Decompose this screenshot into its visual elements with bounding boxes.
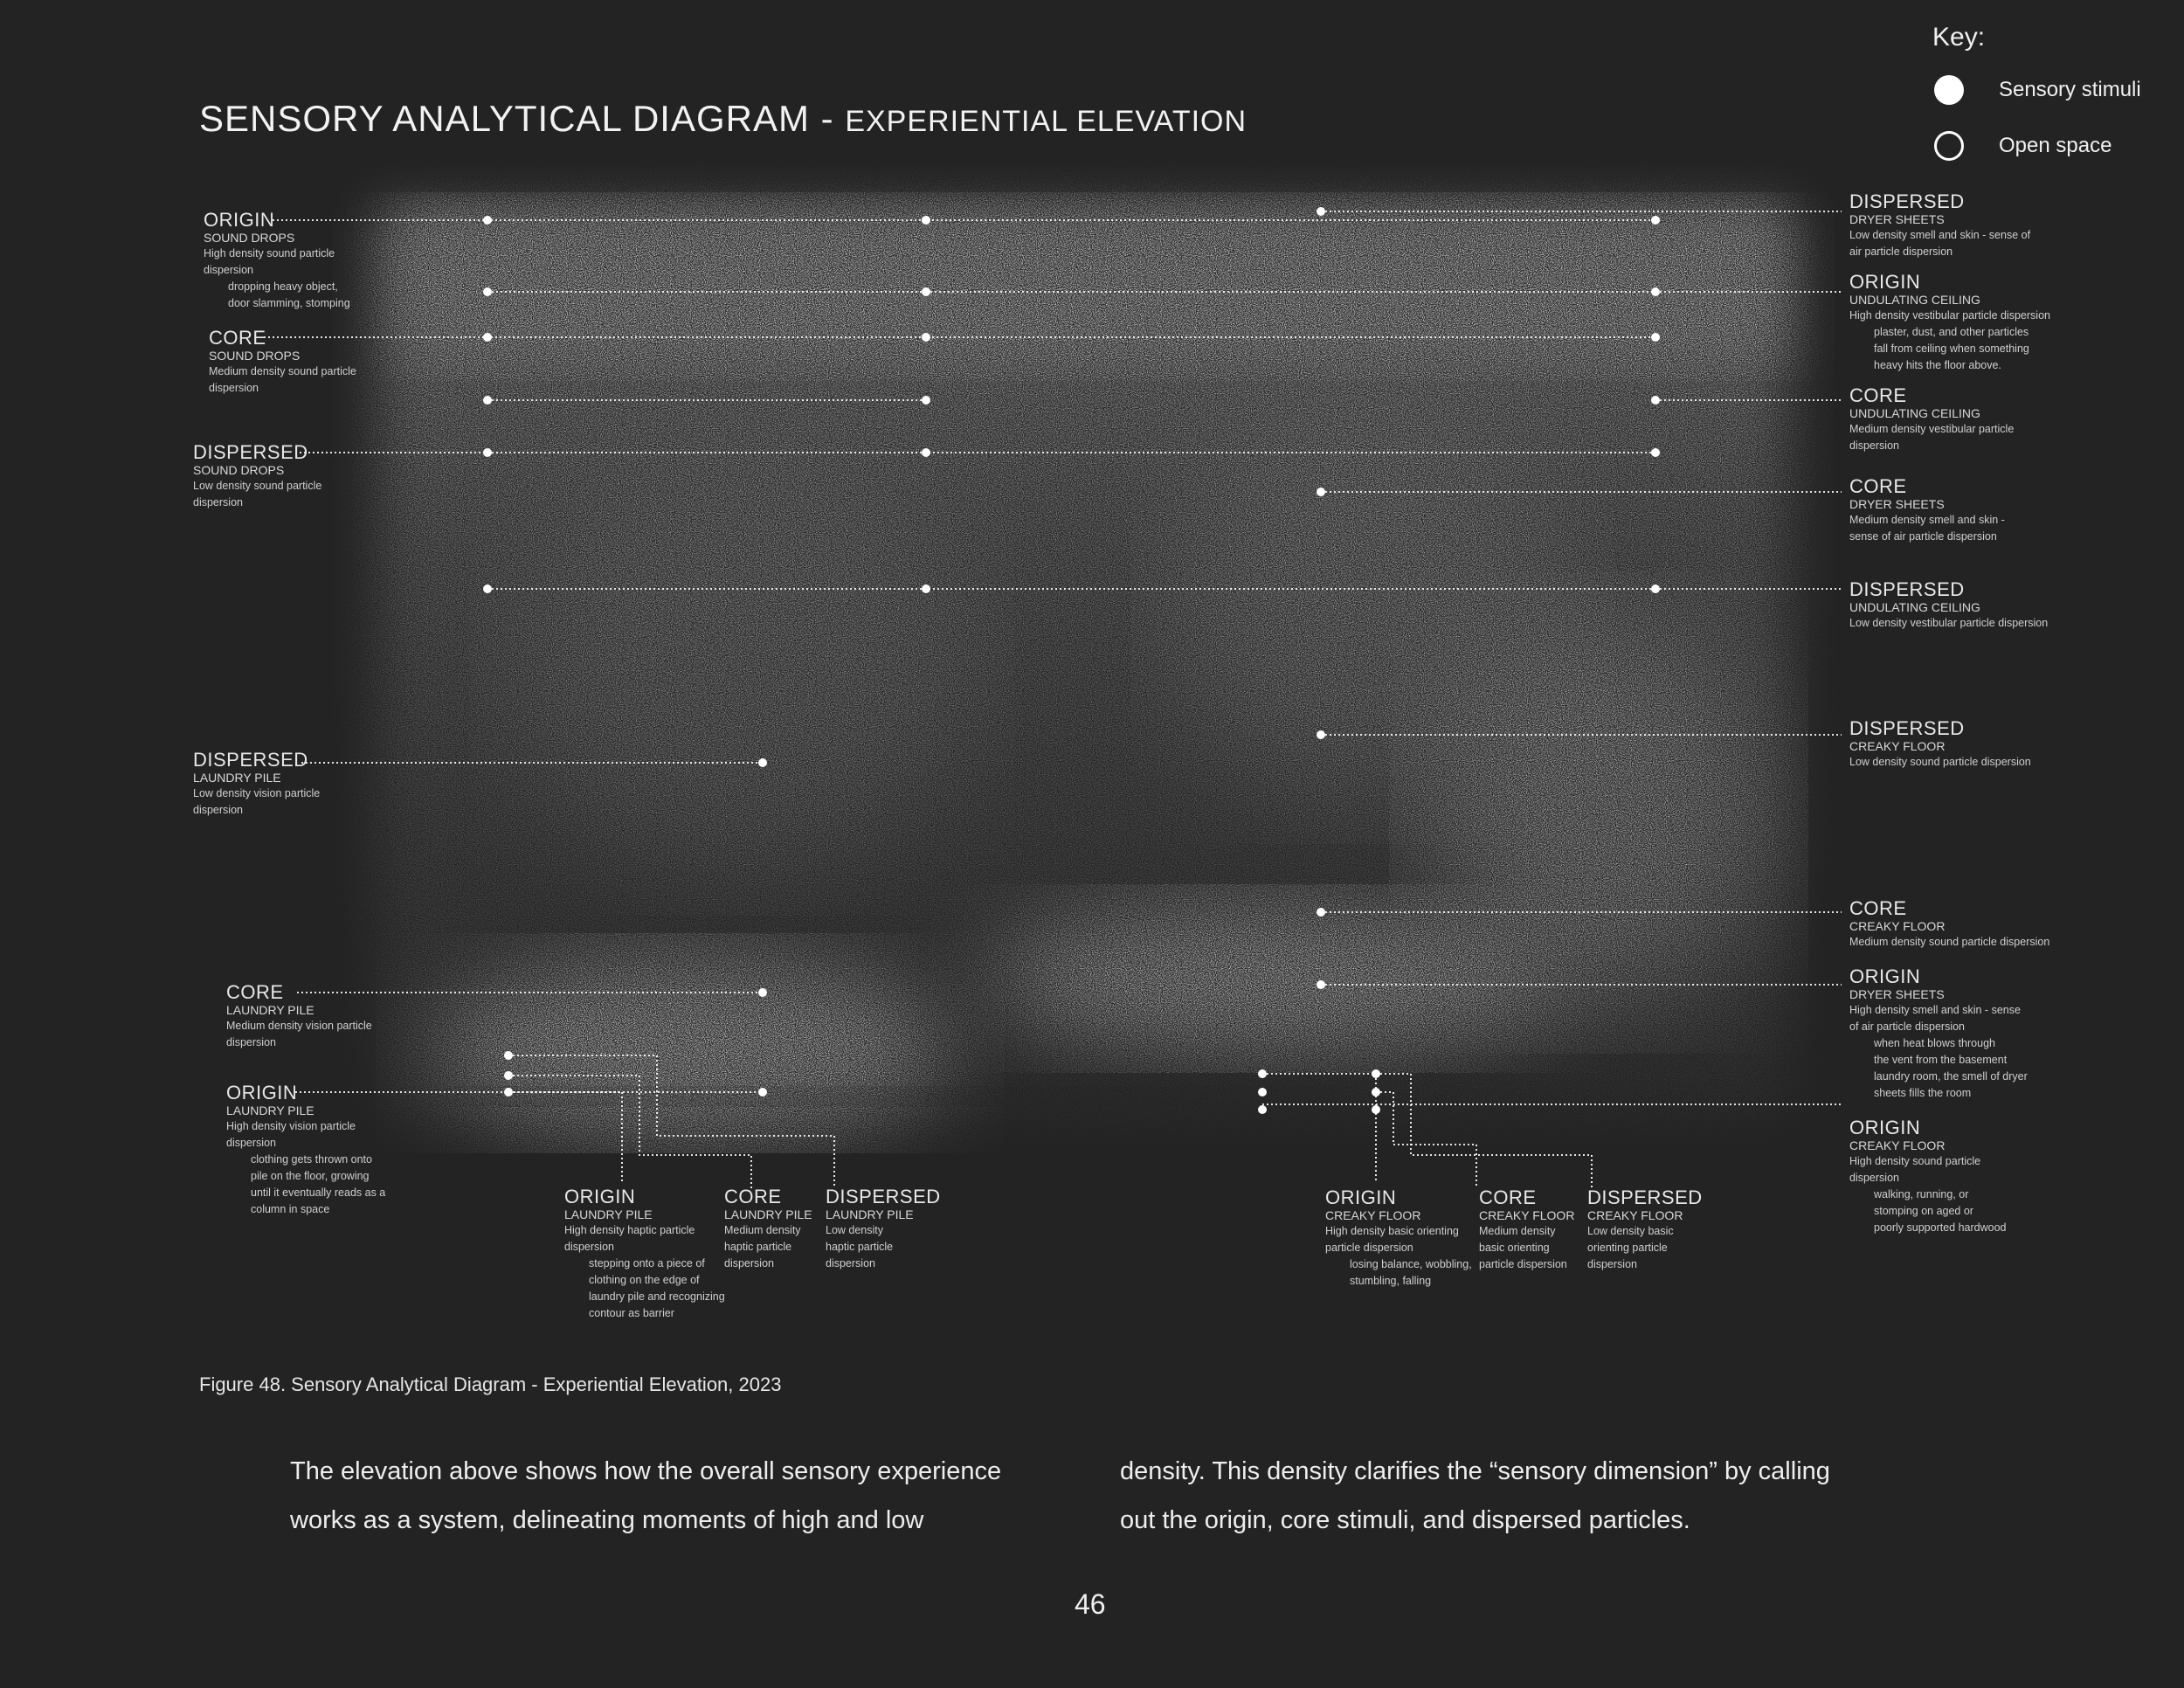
label-description: haptic particle <box>826 1241 894 1253</box>
label-dispersed-dryer-sheets <box>1849 191 2030 260</box>
stimulus-dot <box>1258 1105 1267 1114</box>
label-description: particle dispersion <box>1325 1242 1413 1254</box>
label-source: CREAKY FLOOR <box>1849 919 1946 933</box>
label-core-creaky-orienting <box>1479 1187 1574 1273</box>
label-description: Low density sound particle <box>193 480 322 492</box>
label-description: orienting particle <box>1587 1242 1668 1254</box>
label-source: UNDULATING CEILING <box>1849 406 1980 420</box>
label-description: High density smell and skin - sense <box>1849 1004 2021 1016</box>
label-key: DISPERSED <box>1587 1186 1703 1208</box>
label-core-laundry-vision <box>226 982 372 1051</box>
label-description: Medium density sound particle dispersion <box>1849 936 2050 948</box>
key-label: Open space <box>1999 134 2112 157</box>
label-source: UNDULATING CEILING <box>1849 600 1980 614</box>
body-paragraph-col1 <box>290 1447 1001 1545</box>
label-example: fall from ceiling when something <box>1874 342 2029 355</box>
stimulus-dot <box>1317 488 1325 496</box>
stimulus-dot <box>1258 1069 1267 1078</box>
label-dispersed-sound-drops <box>193 442 321 511</box>
label-source: LAUNDRY PILE <box>226 1003 314 1017</box>
stimulus-dot <box>504 1088 513 1097</box>
body-line: works as a system, delineating moments of high and low <box>290 1506 924 1534</box>
stimulus-dot <box>758 1088 767 1097</box>
label-key: CORE <box>209 327 266 349</box>
stimulus-dot <box>1651 448 1660 457</box>
label-description: Low density vestibular particle dispersion <box>1849 617 2049 629</box>
label-key: CORE <box>724 1186 782 1207</box>
label-core-laundry-haptic <box>724 1186 812 1272</box>
label-key: CORE <box>1849 475 1907 497</box>
label-description: High density vestibular particle dispersion <box>1849 309 2050 322</box>
label-example: stumbling, falling <box>1350 1275 1432 1287</box>
stimulus-dot <box>504 1071 513 1080</box>
label-dispersed-creaky-floor <box>1849 718 2031 771</box>
label-description: dispersion <box>226 1036 276 1048</box>
label-key: ORIGIN <box>564 1186 636 1207</box>
label-example: until it eventually reads as a <box>251 1186 386 1199</box>
label-dispersed-laundry-haptic <box>826 1186 941 1272</box>
figure-caption: Figure 48. Sensory Analytical Diagram - Experiential Elevation, 2023 <box>199 1373 782 1395</box>
stimulus-dot <box>483 448 492 457</box>
label-example: laundry room, the smell of dryer <box>1874 1070 2028 1083</box>
label-key: CORE <box>1849 897 1907 919</box>
label-description: dispersion <box>204 264 253 276</box>
label-description: Low density sound particle dispersion <box>1849 756 2031 768</box>
label-source: DRYER SHEETS <box>1849 497 1945 511</box>
label-example: column in space <box>251 1203 330 1215</box>
key-title: Key: <box>1932 23 1986 52</box>
label-description: High density sound particle <box>204 247 335 259</box>
label-example: stepping onto a piece of <box>589 1257 705 1269</box>
stimulus-dot <box>1258 1088 1267 1097</box>
label-description: Low density <box>826 1224 884 1236</box>
key-label: Sensory stimuli <box>1999 78 2141 101</box>
particle-cloud <box>332 157 1835 1153</box>
label-key: ORIGIN <box>1849 1117 1921 1138</box>
label-key: DISPERSED <box>1849 190 1965 212</box>
label-description: air particle dispersion <box>1849 246 1953 258</box>
stimulus-dot <box>922 396 930 405</box>
label-example: sheets fills the room <box>1874 1087 1972 1099</box>
label-description: dispersion <box>1587 1258 1637 1270</box>
label-description: Low density smell and skin - sense of <box>1849 229 2031 241</box>
label-description: dispersion <box>1849 439 1899 452</box>
label-description: basic orienting <box>1479 1242 1550 1254</box>
label-core-creaky-floor <box>1849 898 2049 951</box>
label-dispersed-laundry-vision <box>193 750 320 819</box>
stimulus-dot <box>922 287 930 296</box>
label-description: dispersion <box>724 1257 774 1269</box>
body-paragraph-col2 <box>1120 1447 1830 1545</box>
body-line: density. This density clarifies the “sensory dimension” by calling <box>1120 1457 1830 1485</box>
label-key: DISPERSED <box>193 441 308 463</box>
label-key: DISPERSED <box>826 1186 941 1207</box>
label-example: laundry pile and recognizing <box>589 1290 725 1303</box>
stimulus-dot <box>1372 1069 1380 1078</box>
label-source: CREAKY FLOOR <box>1325 1208 1421 1222</box>
label-origin-dryer-sheets <box>1849 966 2028 1102</box>
stimulus-dot <box>1651 333 1660 342</box>
stimulus-dot <box>1372 1088 1380 1097</box>
body-line: out the origin, core stimuli, and dispersed particles. <box>1120 1506 1690 1534</box>
label-source: LAUNDRY PILE <box>564 1207 653 1221</box>
label-description: Medium density sound particle <box>209 365 356 377</box>
stimulus-dot <box>922 333 930 342</box>
label-key: ORIGIN <box>1325 1186 1397 1208</box>
stimulus-dot <box>483 333 492 342</box>
label-key: CORE <box>226 981 284 1003</box>
label-origin-undulating-ceiling <box>1849 272 2050 374</box>
stimulus-dot <box>1651 396 1660 405</box>
label-core-undulating-ceiling <box>1849 385 2014 454</box>
body-line: The elevation above shows how the overall sensory experience <box>290 1457 1002 1485</box>
label-origin-sound-drops <box>204 210 350 312</box>
label-description: Low density vision particle <box>193 787 321 799</box>
label-example: door slamming, stomping <box>228 297 350 309</box>
label-description: Low density basic <box>1587 1225 1674 1237</box>
label-example: the vent from the basement <box>1874 1054 2008 1066</box>
stimulus-dot <box>758 758 767 767</box>
label-example: losing balance, wobbling, <box>1350 1258 1472 1270</box>
stimulus-dot <box>1372 1105 1380 1114</box>
label-description: dispersion <box>193 804 243 816</box>
label-origin-laundry-vision <box>226 1083 385 1218</box>
stimulus-dot <box>758 988 767 997</box>
label-description: dispersion <box>226 1137 276 1149</box>
stimulus-dot <box>1651 585 1660 593</box>
label-example: poorly supported hardwood <box>1874 1221 2007 1234</box>
label-description: High density basic orienting <box>1325 1225 1459 1237</box>
label-description: Medium density <box>1479 1225 1556 1237</box>
label-source: LAUNDRY PILE <box>826 1207 914 1221</box>
label-source: DRYER SHEETS <box>1849 212 1945 226</box>
label-source: CREAKY FLOOR <box>1849 739 1946 753</box>
label-description: High density sound particle <box>1849 1155 1981 1167</box>
label-source: SOUND DROPS <box>193 463 285 477</box>
label-source: CREAKY FLOOR <box>1587 1208 1683 1222</box>
label-description: dispersion <box>564 1241 614 1253</box>
label-source: LAUNDRY PILE <box>226 1103 314 1117</box>
label-source: CREAKY FLOOR <box>1849 1138 1946 1152</box>
label-description: of air particle dispersion <box>1849 1020 1966 1033</box>
label-description: High density haptic particle <box>564 1224 695 1236</box>
label-description: Medium density vision particle <box>226 1020 372 1032</box>
page-number: 46 <box>1075 1588 1106 1620</box>
label-description: High density vision particle <box>226 1120 356 1132</box>
label-key: CORE <box>1479 1186 1537 1208</box>
label-example: when heat blows through <box>1874 1037 1995 1049</box>
label-description: dispersion <box>1849 1172 1899 1184</box>
label-source: SOUND DROPS <box>209 349 301 363</box>
label-example: clothing gets thrown onto <box>251 1153 372 1166</box>
label-origin-creaky-floor <box>1849 1117 2007 1236</box>
label-key: DISPERSED <box>1849 717 1965 739</box>
label-dispersed-creaky-orienting <box>1587 1187 1703 1273</box>
label-description: Medium density vestibular particle <box>1849 423 2015 435</box>
label-key: CORE <box>1849 384 1907 406</box>
stimulus-dot <box>1651 216 1660 225</box>
label-key: DISPERSED <box>1849 578 1965 600</box>
label-description: dispersion <box>826 1257 875 1269</box>
label-example: heavy hits the floor above. <box>1874 359 2001 371</box>
label-description: dispersion <box>209 382 259 394</box>
label-example: clothing on the edge of <box>589 1274 700 1286</box>
stimulus-dot <box>483 216 492 225</box>
label-key: ORIGIN <box>204 209 275 231</box>
label-key: DISPERSED <box>193 749 308 771</box>
label-description: Medium density smell and skin - <box>1849 514 2005 526</box>
stimulus-dot <box>483 287 492 296</box>
label-example: dropping heavy object, <box>228 280 338 293</box>
label-origin-laundry-haptic <box>564 1186 725 1322</box>
label-core-dryer-sheets <box>1849 476 2005 545</box>
stimulus-dot <box>1651 287 1660 296</box>
label-example: pile on the floor, growing <box>251 1170 370 1182</box>
label-example: contour as barrier <box>589 1307 674 1319</box>
label-source: UNDULATING CEILING <box>1849 293 1980 307</box>
stimulus-dot <box>504 1051 513 1060</box>
label-example: plaster, dust, and other particles <box>1874 326 2029 338</box>
label-source: CREAKY FLOOR <box>1479 1208 1575 1222</box>
stimulus-dot <box>483 585 492 593</box>
label-source: DRYER SHEETS <box>1849 987 1945 1001</box>
label-source: LAUNDRY PILE <box>724 1207 812 1221</box>
label-key: ORIGIN <box>1849 965 1921 987</box>
label-key: ORIGIN <box>226 1082 298 1103</box>
label-key: ORIGIN <box>1849 271 1921 293</box>
stimulus-dot <box>922 448 930 457</box>
label-description: Medium density <box>724 1224 801 1236</box>
label-source: SOUND DROPS <box>204 231 295 245</box>
label-description: dispersion <box>193 496 243 508</box>
label-example: walking, running, or <box>1874 1188 1969 1200</box>
stimulus-dot <box>922 216 930 225</box>
stimulus-dot <box>483 396 492 405</box>
label-origin-creaky-orienting <box>1325 1187 1472 1290</box>
label-dispersed-undulating-ceiling <box>1849 579 2048 632</box>
stimulus-dot <box>1317 207 1325 216</box>
stimulus-dot <box>922 585 930 593</box>
stimulus-dot <box>1317 730 1325 739</box>
label-core-sound-drops <box>209 328 356 397</box>
label-description: particle dispersion <box>1479 1258 1567 1270</box>
stimulus-dot <box>1317 908 1325 917</box>
diagram-title: SENSORY ANALYTICAL DIAGRAM - EXPERIENTIAL ELEVATION <box>199 98 1248 139</box>
stimulus-dot <box>1317 980 1325 989</box>
label-description: haptic particle <box>724 1241 792 1253</box>
label-description: sense of air particle dispersion <box>1849 530 1997 543</box>
label-example: stomping on aged or <box>1874 1205 1973 1217</box>
label-source: LAUNDRY PILE <box>193 771 281 785</box>
